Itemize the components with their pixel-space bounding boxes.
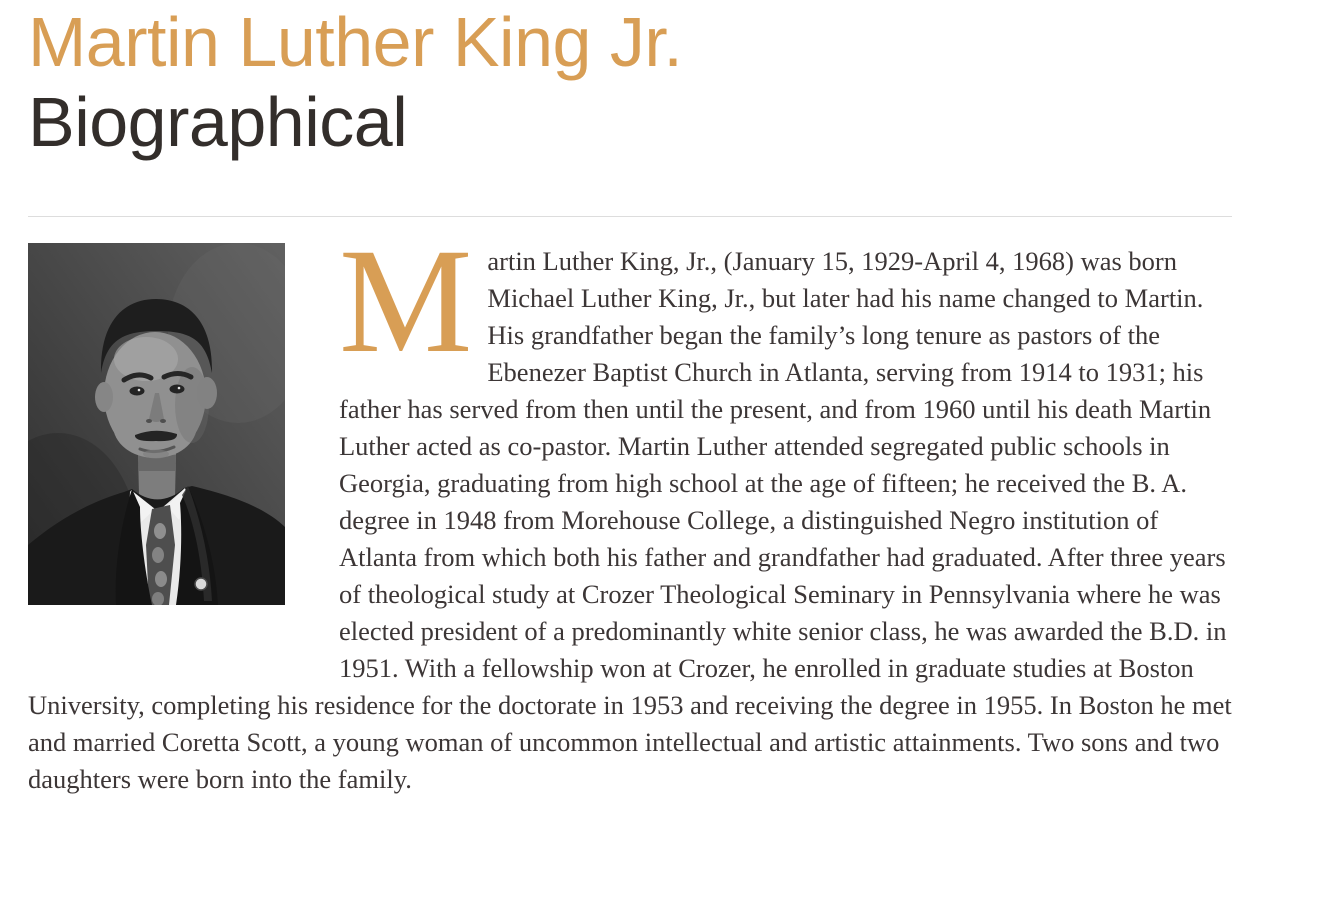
biography-article bbox=[28, 218, 1232, 798]
page-title: Martin Luther King Jr. bbox=[28, 3, 683, 81]
biography-text: artin Luther King, Jr., (January 15, 1929-April 4, 1968) was born Michael Luther King, Jr., but later had his name changed to Martin. His grandfather began the family’s long tenure as pastors of the Ebenezer Baptist Church in Atlanta, serving from 1914 to 1931; his father has served from then until the present, and from 1960 until his death Martin Luther acted as co-pastor. Martin Luther attended segregated public schools in Georgia, graduating from high school at the age of fifteen; he received the B. A. degree in 1948 from Morehouse College, a distinguished Negro institution of Atlanta from which both his father and grandfather had graduated. After three years of theological study at Crozer Theological Seminary in Pennsylvania where he was elected president of a predominantly white senior class, he was awarded the B.D. in 1951. With a fellowship won at Crozer, he enrolled in graduate studies at Boston University, completing his residence for the doctorate in 1953 and receiving the degree in 1955. In Boston he met and married Coretta Scott, a young woman of uncommon intellectual and artistic attainments. Two sons and two daughters were born into the family. bbox=[28, 246, 1232, 794]
drop-cap: M bbox=[339, 218, 473, 384]
mlk-portrait-photo bbox=[28, 243, 285, 605]
page-subtitle: Biographical bbox=[28, 83, 408, 161]
page-content bbox=[28, 0, 1232, 798]
divider bbox=[28, 216, 1232, 217]
portrait-illustration bbox=[28, 243, 285, 605]
